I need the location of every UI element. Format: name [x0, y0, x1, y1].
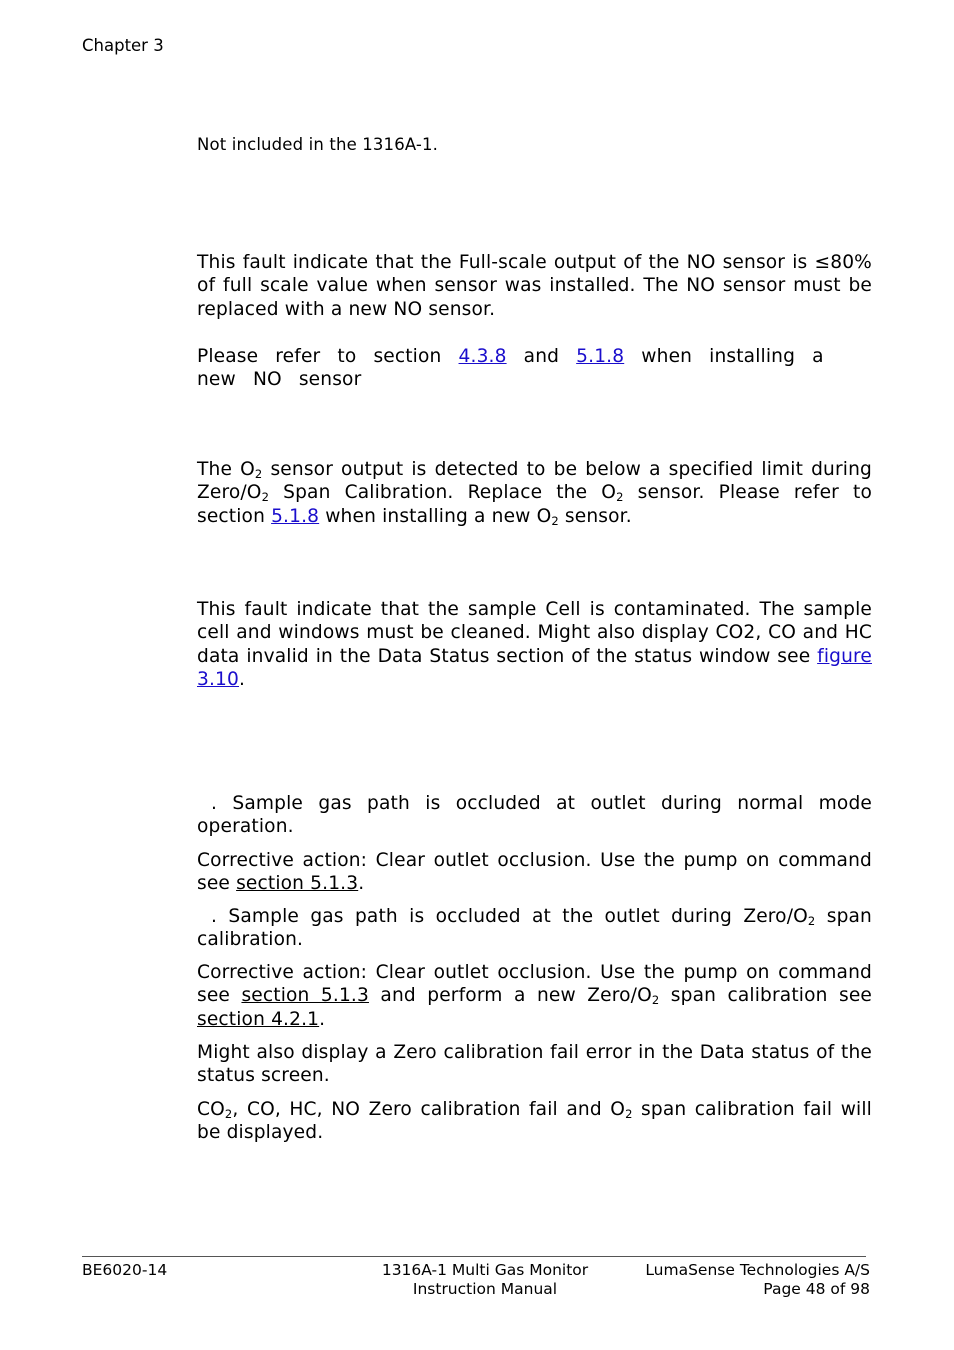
figure-3-10-link[interactable]: figure 3.10 — [197, 645, 872, 691]
footer-company: LumaSense Technologies A/S Page 48 of 98 — [600, 1261, 870, 1299]
occlusion-zero-span: . Sample gas path is occluded at the outlet during Zero/$O_2$ span calibration. — [197, 906, 872, 951]
section-4-2-1-link[interactable]: section 4.2.1 — [197, 1008, 320, 1030]
section-5-1-3-link-2[interactable]: section 5.1.3 — [241, 985, 369, 1007]
section-5-1-3-link[interactable]: section 5.1.3 — [236, 873, 359, 895]
no-sensor-fault-text: This fault indicate that the Full-scale output of the NO sensor is ≤80% of full scale value when sensor was installed. The NO sensor must be replaced with a new NO sensor. — [197, 252, 872, 320]
o2-section-5-1-8-link[interactable]: 5.1.8 — [271, 505, 320, 527]
footer-doc-id: BE6020-14 — [82, 1261, 168, 1279]
footer-divider — [82, 1256, 866, 1257]
chapter-header: Chapter 3 — [82, 36, 164, 55]
cell-contamination-text: This fault indicate that the sample Cell is contaminated. The sample cell and windows must be cleaned. Might also display CO2, CO and HC data invalid in the Data Status section of the status window see figure 3.10. — [197, 599, 872, 691]
not-included-note: Not included in the 1316A-1. — [197, 135, 439, 154]
o2-sensor-fault-text: The $O_2$ sensor output is detected to be below a specified limit during Zero/$O_2$ Span Calibration. Replace the $O_2$ sensor. Please refer to section 5.1.8 when installing a new $O_2$ sensor. — [197, 459, 872, 528]
section-5-1-8-link[interactable]: 5.1.8 — [576, 346, 625, 367]
footer-product: 1316A-1 Multi Gas Monitor Instruction Manual — [381, 1261, 589, 1298]
page-number: Page 48 of 98 — [763, 1280, 870, 1298]
section-4-3-8-link[interactable]: 4.3.8 — [458, 346, 507, 367]
zero-cal-fail-note: Might also display a Zero calibration fail error in the Data status of the status screen. — [197, 1042, 872, 1087]
no-sensor-refer: Please refer to section 4.3.8 and 5.1.8 when installing a new NO sensor — [197, 346, 824, 391]
cal-fail-displayed: $CO_2$, CO, HC, NO Zero calibration fail and $O_2$ span calibration fail will be displayed. — [197, 1099, 872, 1144]
occlusion-action-2: Corrective action: Clear outlet occlusion. Use the pump on command see section 5.1.3 and perform a new Zero/$O_2$ span calibration see section 4.2.1. — [197, 962, 872, 1030]
occlusion-action-1: Corrective action: Clear outlet occlusion. Use the pump on command see section 5.1.3. — [197, 850, 872, 895]
occlusion-normal-mode: . Sample gas path is occluded at outlet during normal mode operation. — [197, 793, 872, 838]
